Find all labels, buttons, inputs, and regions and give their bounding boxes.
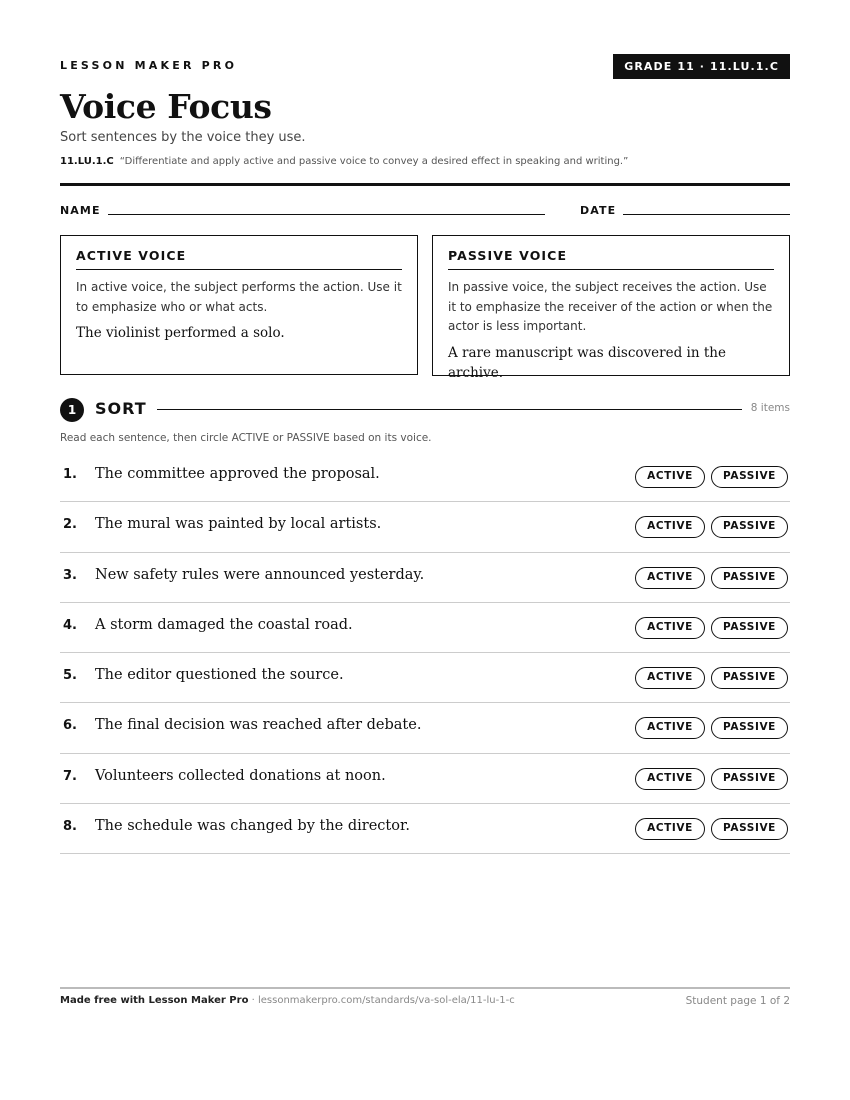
item-number: 5. — [63, 668, 77, 684]
passive-choice[interactable]: PASSIVE — [711, 617, 788, 639]
sentence-list — [60, 452, 790, 854]
item-sentence: New safety rules were announced yesterday. — [95, 566, 425, 583]
list-item — [60, 653, 790, 703]
item-number: 8. — [63, 819, 77, 835]
passive-choice[interactable]: PASSIVE — [711, 717, 788, 739]
active-choice[interactable]: ACTIVE — [635, 818, 705, 840]
item-number: 3. — [63, 567, 77, 583]
section-divider — [157, 409, 742, 410]
date-label: DATE — [580, 204, 617, 217]
list-item — [60, 603, 790, 653]
passive-choice[interactable]: PASSIVE — [711, 818, 788, 840]
passive-choice[interactable]: PASSIVE — [711, 567, 788, 589]
list-item — [60, 754, 790, 804]
passive-choice[interactable]: PASSIVE — [711, 768, 788, 790]
item-count: 8 items — [750, 402, 790, 414]
active-choice[interactable]: ACTIVE — [635, 516, 705, 538]
item-number: 7. — [63, 768, 77, 784]
date-field[interactable] — [623, 214, 790, 215]
footer-credit — [60, 995, 515, 1006]
definition-title: PASSIVE VOICE — [448, 248, 774, 270]
list-item — [60, 804, 790, 854]
item-sentence: The mural was painted by local artists. — [95, 516, 382, 533]
definition-example: A rare manuscript was discovered in the archive. — [448, 344, 726, 381]
item-number: 2. — [63, 517, 77, 533]
list-item — [60, 553, 790, 603]
header-divider — [60, 183, 790, 186]
definition-title: ACTIVE VOICE — [76, 248, 402, 270]
passive-choice[interactable]: PASSIVE — [711, 466, 788, 488]
standard-line — [60, 156, 628, 167]
definition-example: The violinist performed a solo. — [76, 325, 285, 341]
page-title: Voice Focus — [60, 87, 272, 126]
definition-text: In passive voice, the subject receives the action. Use it to emphasize the receiver of the action or when the actor is less important. — [448, 280, 773, 333]
item-sentence: The schedule was changed by the director. — [95, 818, 410, 835]
section-title: SORT — [95, 399, 147, 418]
active-choice[interactable]: ACTIVE — [635, 617, 705, 639]
worksheet-page — [60, 0, 790, 1100]
active-choice[interactable]: ACTIVE — [635, 567, 705, 589]
page-subtitle: Sort sentences by the voice they use. — [60, 130, 306, 145]
item-number: 1. — [63, 467, 77, 482]
instructions: Read each sentence, then circle ACTIVE or PASSIVE based on its voice. — [60, 432, 432, 444]
item-sentence: The editor questioned the source. — [95, 667, 344, 684]
passive-voice-definition — [432, 235, 790, 381]
item-number: 4. — [63, 617, 77, 633]
page-indicator: Student page 1 of 2 — [685, 995, 790, 1007]
name-label: NAME — [60, 204, 101, 217]
list-item — [60, 452, 790, 502]
footer-link[interactable]: · lessonmakerpro.com/standards/va-sol-ela/11-lu-1-c — [248, 995, 515, 1006]
standard-text: “Differentiate and apply active and passive voice to convey a desired effect in speaking and writing.” — [119, 156, 629, 167]
passive-choice[interactable]: PASSIVE — [711, 516, 788, 538]
definition-text: In active voice, the subject performs the action. Use it to emphasize who or what acts. — [76, 280, 402, 314]
name-field[interactable] — [108, 214, 545, 215]
list-item — [60, 502, 790, 552]
item-sentence: A storm damaged the coastal road. — [95, 616, 353, 633]
active-choice[interactable]: ACTIVE — [635, 466, 705, 488]
list-item — [60, 703, 790, 753]
standard-code: 11.LU.1.C — [60, 156, 114, 167]
item-sentence: Volunteers collected donations at noon. — [95, 767, 386, 784]
active-voice-definition — [60, 235, 418, 375]
item-sentence: The committee approved the proposal. — [95, 466, 380, 482]
active-choice[interactable]: ACTIVE — [635, 768, 705, 790]
active-choice[interactable]: ACTIVE — [635, 717, 705, 739]
footer-brand: Made free with Lesson Maker Pro — [60, 995, 249, 1006]
footer-divider — [60, 987, 790, 989]
passive-choice[interactable]: PASSIVE — [711, 667, 788, 689]
item-sentence: The final decision was reached after debate. — [95, 717, 422, 734]
section-number-badge: 1 — [60, 398, 84, 422]
brand-name: LESSON MAKER PRO — [60, 59, 238, 72]
active-choice[interactable]: ACTIVE — [635, 667, 705, 689]
grade-badge: GRADE 11 · 11.LU.1.C — [613, 54, 790, 79]
item-number: 6. — [63, 718, 77, 734]
